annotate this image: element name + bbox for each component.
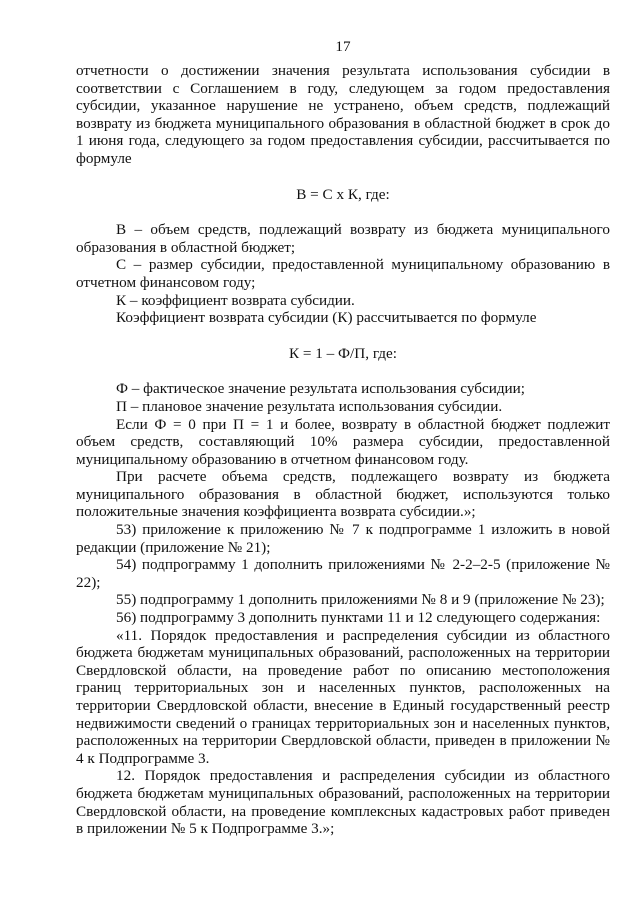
coefficient-intro: Коэффициент возврата субсидии (К) рассчитывается по формуле <box>116 309 537 327</box>
item-54: 54) подпрограмму 1 дополнить приложениями № 2-2–2-5 (приложение № 22); <box>76 556 610 591</box>
definition-p: П – плановое значение результата использования субсидии. <box>116 397 503 415</box>
paragraph-zero-case: Если Ф = 0 при П = 1 и более, возврату в областной бюджет подлежит объем средств, составляющий 10% размера субсидии, предоставленной муниципальному образованию в отчетном финансовом году. <box>76 415 610 468</box>
definition-f: Ф – фактическое значение результата использования субсидии; <box>116 380 526 398</box>
item-56: 56) подпрограмму 3 дополнить пунктами 11 и 12 следующего содержания: <box>116 609 601 627</box>
definition-k: К – коэффициент возврата субсидии. <box>116 291 355 309</box>
point-11: «11. Порядок предоставления и распределения субсидии из областного бюджета бюджетам муниципальных образований, расположенных на территории Свердловской области, на проведение работ по описанию местоположения границ территориальных зон и населенных пунктов, расположенных на территории Свердловской области, внесение в Единый государственный реестр недвижимости сведений о границах территориальных зон и населенных пунктов, расположенных на территории Свердловской области, приведен в приложении № 4 к Подпрограмме 3. <box>76 626 610 767</box>
definition-c: С – размер субсидии, предоставленной муниципальному образованию в отчетном финансовом году; <box>76 256 610 291</box>
item-55: 55) подпрограмму 1 дополнить приложениями № 8 и 9 (приложение № 23); <box>116 591 605 609</box>
paragraph-positive-values: При расчете объема средств, подлежащего возврату из бюджета муниципального образования в областной бюджет, используются только положительные значения коэффициента возврата субсидии.»; <box>76 468 610 521</box>
page-number: 17 <box>335 38 351 55</box>
formula-coefficient: К = 1 – Ф/П, где: <box>288 344 397 362</box>
definition-v: В – объем средств, подлежащий возврату из бюджета муниципального образования в областной бюджет; <box>76 221 610 256</box>
formula-return-amount: В = С х К, где: <box>296 185 390 203</box>
point-12: 12. Порядок предоставления и распределения субсидии из областного бюджета бюджетам муниципальных образований, расположенных на территории Свердловской области, на проведение комплексных кадастровых работ приведен в приложении № 5 к Подпрограмме 3.»; <box>76 767 610 838</box>
item-53: 53) приложение к приложению № 7 к подпрограмме 1 изложить в новой редакции (приложение № 21); <box>76 521 610 556</box>
document-body <box>76 62 610 838</box>
paragraph-continuation: отчетности о достижении значения результата использования субсидии в соответствии с Соглашением в году, следующем за годом предоставления субсидии, указанное нарушение не устранено, объем средств, подлежащий возврату из бюджета муниципального образования в областной бюджет в срок до 1 июня года, следующего за годом предоставления субсидии, рассчитывается по формуле <box>76 62 610 167</box>
